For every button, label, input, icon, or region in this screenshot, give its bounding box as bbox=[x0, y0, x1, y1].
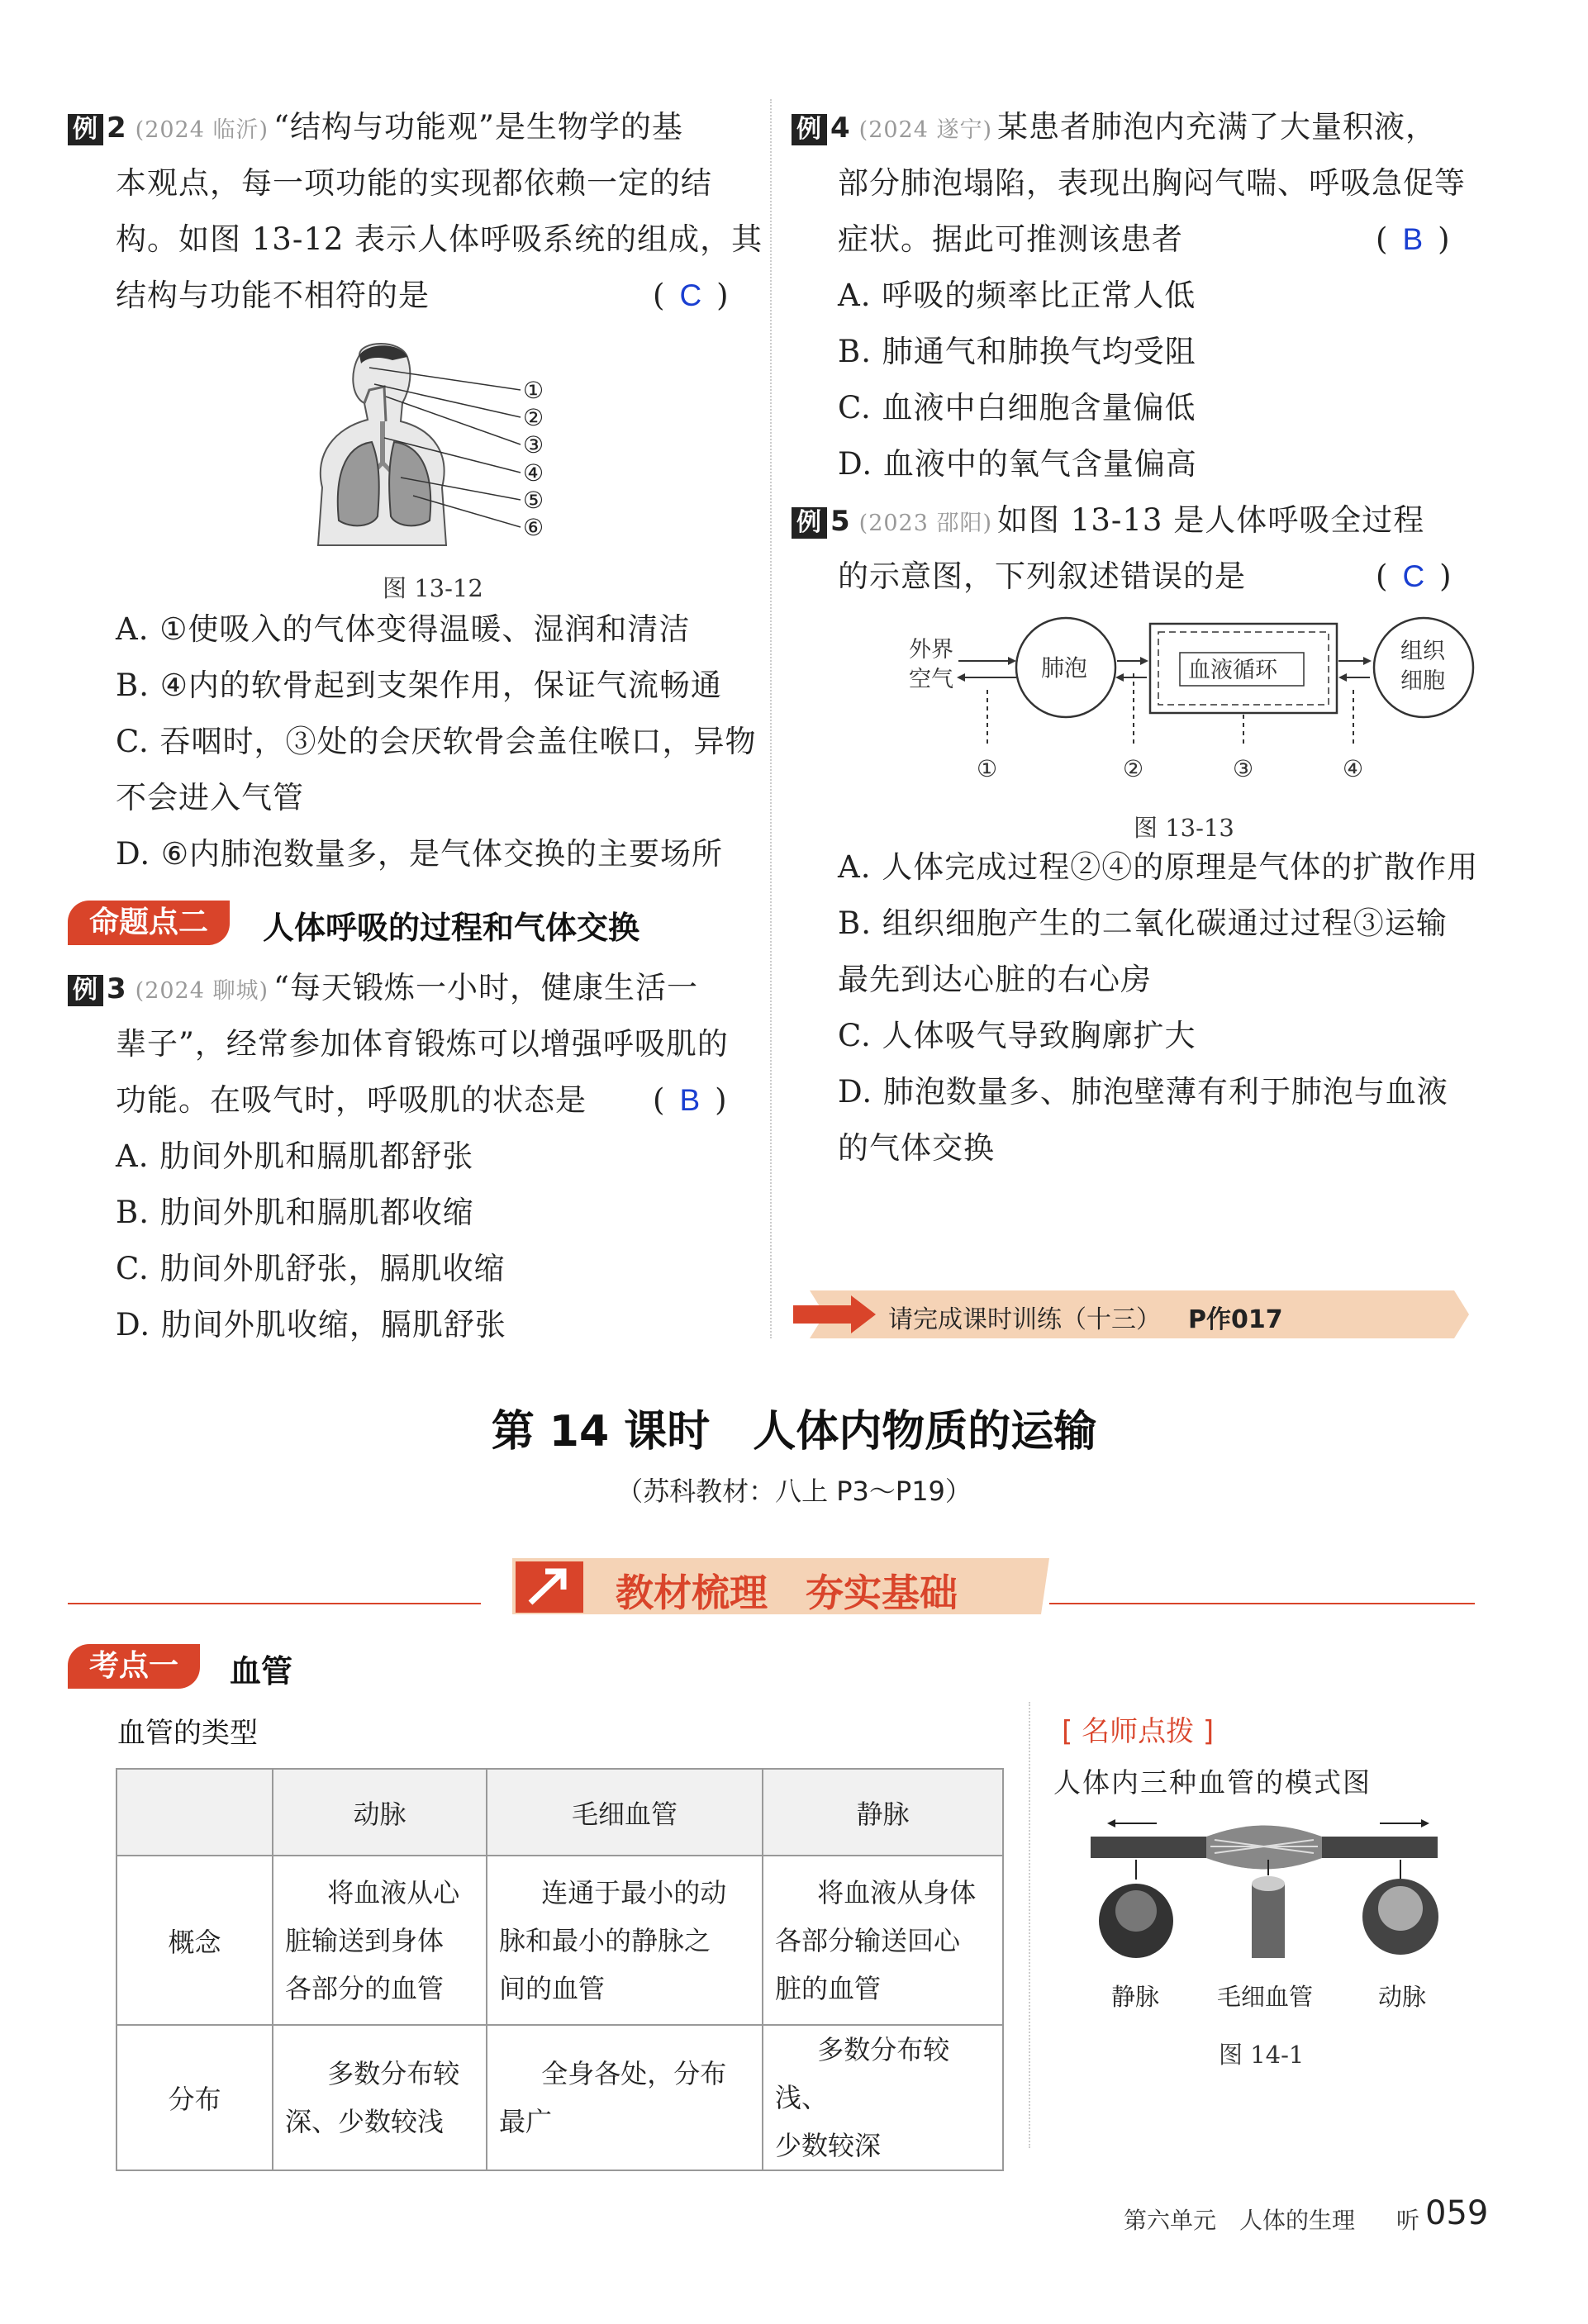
tip-divider bbox=[1029, 1702, 1030, 2148]
banner-rule-right bbox=[1049, 1603, 1475, 1604]
outside-air-label: 空气 bbox=[909, 667, 953, 692]
header-cell: 动脉 bbox=[273, 1769, 487, 1856]
option-c: C. 血液中白细胞含量偏低 bbox=[838, 390, 1196, 425]
column-divider bbox=[770, 99, 772, 1338]
example-tag: 例 bbox=[792, 114, 827, 145]
option-a: A. ①使吸入的气体变得温暖、湿润和清洁 bbox=[116, 611, 691, 647]
table-header-row bbox=[116, 1769, 1003, 1856]
question-line: 症状。据此可推测该患者 bbox=[838, 221, 1183, 257]
option-a: A. 呼吸的频率比正常人低 bbox=[838, 278, 1196, 313]
option-b-cont: 最先到达心脏的右心房 bbox=[838, 962, 1152, 997]
example-source: (2024 聊城) bbox=[135, 978, 269, 1004]
answer-bracket: ( C ) bbox=[653, 278, 729, 313]
option-d-cont: 的气体交换 bbox=[838, 1130, 995, 1166]
question-line: “结构与功能观”是生物学的基 bbox=[273, 109, 683, 145]
question-line: 某患者肺泡内充满了大量积液， bbox=[997, 109, 1438, 145]
question-line: “每天锻炼一小时，健康生活一 bbox=[273, 970, 698, 1005]
option-d: D. ⑥内肺泡数量多，是气体交换的主要场所 bbox=[116, 836, 724, 872]
header-cell bbox=[116, 1769, 273, 1856]
answer-bracket: ( B ) bbox=[1376, 221, 1450, 257]
header-cell: 静脉 bbox=[763, 1769, 1003, 1856]
tip-label: [ 名师点拨 ] bbox=[1062, 1715, 1215, 1748]
option-d: D. 血液中的氧气含量偏高 bbox=[838, 446, 1197, 482]
option-c: C. 肋间外肌舒张，膈肌收缩 bbox=[116, 1251, 506, 1286]
header-cell: 毛细血管 bbox=[487, 1769, 763, 1856]
lesson-subtitle: （苏科教材：八上 P3～P19） bbox=[616, 1476, 972, 1507]
question-line: 如图 13-13 是人体呼吸全过程 bbox=[997, 502, 1425, 538]
page-number: 059 bbox=[1425, 2194, 1489, 2232]
footer-mark: 听 bbox=[1396, 2207, 1420, 2234]
option-c: C. 吞咽时，③处的会厌软骨会盖住喉口，异物 bbox=[116, 724, 757, 759]
option-b: B. 肺通气和肺换气均受阻 bbox=[838, 334, 1196, 369]
row-label: 分布 bbox=[116, 2025, 273, 2170]
question-line: 构。如图 13-12 表示人体呼吸系统的组成，其 bbox=[116, 221, 763, 257]
option-a: A. 人体完成过程②④的原理是气体的扩散作用 bbox=[838, 849, 1479, 885]
answer-value: B bbox=[679, 1083, 701, 1117]
banner-title: 教材梳理 夯实基础 bbox=[616, 1571, 958, 1615]
example-number: 2 bbox=[107, 112, 127, 145]
kp-title: 血管 bbox=[230, 1653, 293, 1690]
figure-label: ⑥ bbox=[523, 514, 544, 541]
option-b: B. 肋间外肌和膈肌都收缩 bbox=[116, 1195, 474, 1230]
outside-air-label: 外界 bbox=[909, 637, 953, 663]
answer-bracket: ( C ) bbox=[1376, 558, 1452, 594]
respiratory-system-figure bbox=[310, 339, 566, 549]
section-title: 人体呼吸的过程和气体交换 bbox=[263, 910, 640, 946]
vessel-label-capillary: 毛细血管 bbox=[1217, 1983, 1314, 2011]
blood-circulation-label: 血液循环 bbox=[1188, 658, 1277, 683]
step-label: ④ bbox=[1343, 755, 1364, 782]
step-label: ③ bbox=[1233, 755, 1254, 782]
question-line: 结构与功能不相符的是 bbox=[116, 278, 430, 313]
banner-page-ref: P作017 bbox=[1188, 1305, 1283, 1334]
option-c: C. 人体吸气导致胸廓扩大 bbox=[838, 1018, 1196, 1053]
tip-text: 人体内三种血管的模式图 bbox=[1053, 1766, 1372, 1799]
figure-label: ① bbox=[523, 377, 544, 404]
figure-label: ③ bbox=[523, 431, 544, 459]
answer-bracket: ( B ) bbox=[653, 1082, 727, 1118]
example-source: (2023 邵阳) bbox=[858, 511, 993, 536]
table-row bbox=[116, 1856, 1003, 2025]
option-d: D. 肺泡数量多、肺泡壁薄有利于肺泡与血液 bbox=[838, 1074, 1448, 1110]
vessel-label-artery: 动脉 bbox=[1378, 1983, 1427, 2011]
table-cell: 将血液从身体 各部分输送回心 脏的血管 bbox=[763, 1856, 1003, 2025]
kp-subtitle: 血管的类型 bbox=[117, 1717, 258, 1750]
banner-rule-left bbox=[68, 1603, 481, 1604]
row-label: 概念 bbox=[116, 1856, 273, 2025]
banner-text: 请完成课时训练（十三） bbox=[888, 1305, 1161, 1334]
figure-label: ④ bbox=[523, 459, 544, 487]
step-label: ① bbox=[977, 755, 998, 782]
figure-label: ⑤ bbox=[523, 487, 544, 514]
section-pill: 命题点二 bbox=[68, 901, 230, 945]
lesson-title: 第 14 课时 人体内物质的运输 bbox=[491, 1407, 1097, 1457]
vessel-table bbox=[116, 1768, 1004, 2171]
vessel-label-vein: 静脉 bbox=[1111, 1983, 1160, 2011]
example-tag: 例 bbox=[792, 507, 827, 539]
answer-value: C bbox=[679, 278, 702, 312]
table-cell: 全身各处，分布 最广 bbox=[487, 2025, 763, 2170]
vessel-model-figure bbox=[1082, 1813, 1446, 1979]
table-cell: 将血液从心 脏输送到身体 各部分的血管 bbox=[273, 1856, 487, 2025]
option-c-cont: 不会进入气管 bbox=[116, 780, 304, 815]
table-cell: 连通于最小的动 脉和最小的静脉之 间的血管 bbox=[487, 1856, 763, 2025]
step-label: ② bbox=[1123, 755, 1144, 782]
option-b: B. 组织细胞产生的二氧化碳通过过程③运输 bbox=[838, 905, 1448, 941]
question-line: 功能。在吸气时，呼吸肌的状态是 bbox=[116, 1082, 587, 1118]
question-line: 本观点，每一项功能的实现都依赖一定的结 bbox=[116, 165, 712, 201]
example-number: 4 bbox=[830, 112, 851, 145]
question-line: 辈子”，经常参加体育锻炼可以增强呼吸肌的 bbox=[116, 1026, 729, 1062]
example-tag: 例 bbox=[68, 975, 103, 1006]
answer-value: B bbox=[1402, 222, 1424, 256]
respiration-process-diagram bbox=[901, 615, 1495, 793]
option-b: B. ④内的软骨起到支架作用，保证气流畅通 bbox=[116, 668, 722, 703]
question-line: 的示意图，下列叙述错误的是 bbox=[838, 558, 1246, 594]
figure-caption: 图 13-12 bbox=[383, 574, 483, 602]
figure-caption: 图 14-1 bbox=[1219, 2041, 1305, 2069]
figure-label: ② bbox=[523, 404, 544, 431]
answer-value: C bbox=[1402, 559, 1425, 593]
table-row bbox=[116, 2025, 1003, 2170]
question-line: 部分肺泡塌陷，表现出胸闷气喘、呼吸急促等 bbox=[838, 165, 1466, 201]
example-source: (2024 临沂) bbox=[135, 117, 269, 143]
tissue-cells-label: 细胞 bbox=[1400, 668, 1445, 694]
tissue-cells-label: 组织 bbox=[1400, 639, 1445, 664]
alveoli-label: 肺泡 bbox=[1041, 654, 1088, 682]
figure-caption: 图 13-13 bbox=[1134, 814, 1234, 842]
footer-unit: 第六单元 人体的生理 bbox=[1124, 2207, 1356, 2234]
example-number: 3 bbox=[107, 972, 127, 1005]
table-cell: 多数分布较浅、 少数较深 bbox=[763, 2025, 1003, 2170]
example-source: (2024 遂宁) bbox=[858, 117, 993, 143]
kp-pill: 考点一 bbox=[68, 1644, 200, 1689]
option-a: A. 肋间外肌和膈肌都舒张 bbox=[116, 1138, 474, 1174]
table-cell: 多数分布较 深、少数较浅 bbox=[273, 2025, 487, 2170]
example-number: 5 bbox=[830, 505, 851, 538]
example-tag: 例 bbox=[68, 114, 103, 145]
option-d: D. 肋间外肌收缩，膈肌舒张 bbox=[116, 1307, 506, 1343]
